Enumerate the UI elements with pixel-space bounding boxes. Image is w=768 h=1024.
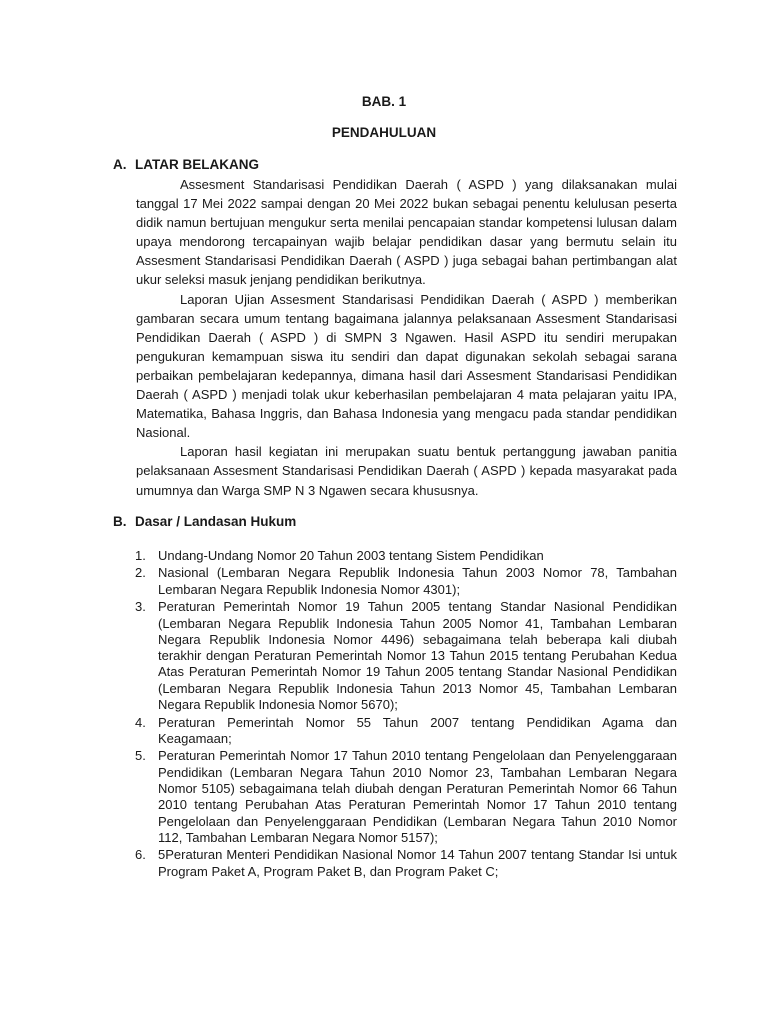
list-item-text: Peraturan Pemerintah Nomor 19 Tahun 2005 tentang Standar Nasional Pendidikan (Lembaran Negara Republik Indonesia Tahun 2005 Nomor 41, Tambahan Lembaran Negara Republik Indonesia Nomor 4496) sebagaimana telah beberapa kali diubah terakhir dengan Peraturan Pemerintah Nomor 13 Tahun 2015 tentang Perubahan Kedua Atas Peraturan Pemerintah Nomor 19 Tahun 2005 tentang Standar Nasional Pendidikan (Lembaran Negara Republik Indonesia Tahun 2013 Nomor 45, Tambahan Lembaran Negara Republik Indonesia Nomor 5670);: [158, 599, 677, 713]
section-a-heading: [113, 157, 259, 172]
list-item: [113, 847, 677, 880]
chapter-title: PENDAHULUAN: [331, 125, 437, 140]
list-item-text: Nasional (Lembaran Negara Republik Indonesia Tahun 2003 Nomor 78, Tambahan Lembaran Negara Republik Indonesia Nomor 4301);: [158, 565, 677, 597]
list-item: [113, 565, 677, 598]
list-item-number: 4.: [135, 714, 146, 730]
list-item-number: 2.: [135, 565, 146, 581]
legal-basis-list: [113, 548, 677, 881]
section-b-title: Dasar / Landasan Hukum: [135, 514, 297, 529]
list-item-text: Undang-Undang Nomor 20 Tahun 2003 tentang Sistem Pendidikan: [158, 548, 544, 563]
list-item-number: 6.: [135, 847, 146, 863]
paragraph: Laporan Ujian Assesment Standarisasi Pendidikan Daerah ( ASPD ) memberikan gambaran secara umum tentang bagaimana jalannya pelaksanaan Assesment Standarisasi Pendidikan Daerah ( ASPD ) di SMPN 3 Ngawen. Hasil ASPD itu sendiri merupakan pengukuran kemampuan siswa itu sendiri dan dapat digunakan sekolah sebagai sarana perbaikan pembelajaran kedepannya, dimana hasil dari Assesment Standarisasi Pendidikan Daerah ( ASPD ) menjadi tolak ukur keberhasilan pembelajaran 4 mata pelajaran yaitu IPA, Matematika, Bahasa Inggris, dan Bahasa Indonesia yang mengacu pada standar pendidikan Nasional.: [136, 291, 677, 441]
section-b-heading: [113, 514, 296, 529]
list-item: [113, 599, 677, 713]
section-a-title: LATAR BELAKANG: [135, 157, 259, 172]
list-item-number: 1.: [135, 548, 146, 563]
list-item: [113, 715, 677, 748]
list-item-text: Peraturan Pemerintah Nomor 17 Tahun 2010 tentang Pengelolaan dan Penyelenggaraan Pendidikan (Lembaran Negara Tahun 2010 Nomor 23, Tambahan Lembaran Negara Nomor 5105) sebagaimana telah diubah dengan Peraturan Pemerintah Nomor 66 Tahun 2010 tentang Perubahan Atas Peraturan Pemerintah Nomor 17 Tahun 2010 tentang Pengelolaan dan Penyelenggaraan Pendidikan (Lembaran Negara Tahun 2010 Nomor 112, Tambahan Lembaran Negara Nomor 5157);: [158, 748, 677, 845]
paragraph: Laporan hasil kegiatan ini merupakan suatu bentuk pertanggung jawaban panitia pelaksanaan Assesment Standarisasi Pendidikan Daerah ( ASPD ) kepada masyarakat pada umumnya dan Warga SMP N 3 Ngawen secara khususnya.: [136, 444, 677, 498]
chapter-heading: BAB. 1: [361, 94, 407, 109]
section-a-body: [136, 175, 677, 500]
list-item-text: 5Peraturan Menteri Pendidikan Nasional Nomor 14 Tahun 2007 tentang Standar Isi untuk Program Paket A, Program Paket B, dan Program Paket C;: [158, 847, 677, 879]
list-item: [113, 748, 677, 846]
paragraph: Assesment Standarisasi Pendidikan Daerah ( ASPD ) yang dilaksanakan mulai tanggal 17 Mei 2022 sampai dengan 20 Mei 2022 bukan sebagai penentu kelulusan peserta didik namun bertujuan mengukur serta menilai pencapaian standar kompetensi lulusan dalam upaya mendorong tercapainyan wajib belajar pendidikan dasar yang bermutu selain itu Assesment Standarisasi Pendidikan Daerah ( ASPD ) juga sebagai bahan pertimbangan alat ukur seleksi masuk jenjang pendidikan berikutnya.: [136, 177, 677, 288]
section-b-letter: B.: [113, 514, 127, 529]
list-item-text: Peraturan Pemerintah Nomor 55 Tahun 2007 tentang Pendidikan Agama dan Keagamaan;: [158, 714, 677, 746]
list-item-number: 5.: [135, 748, 146, 764]
list-item-number: 3.: [135, 599, 146, 615]
list-item: [113, 548, 677, 564]
section-a-letter: A.: [113, 157, 127, 172]
